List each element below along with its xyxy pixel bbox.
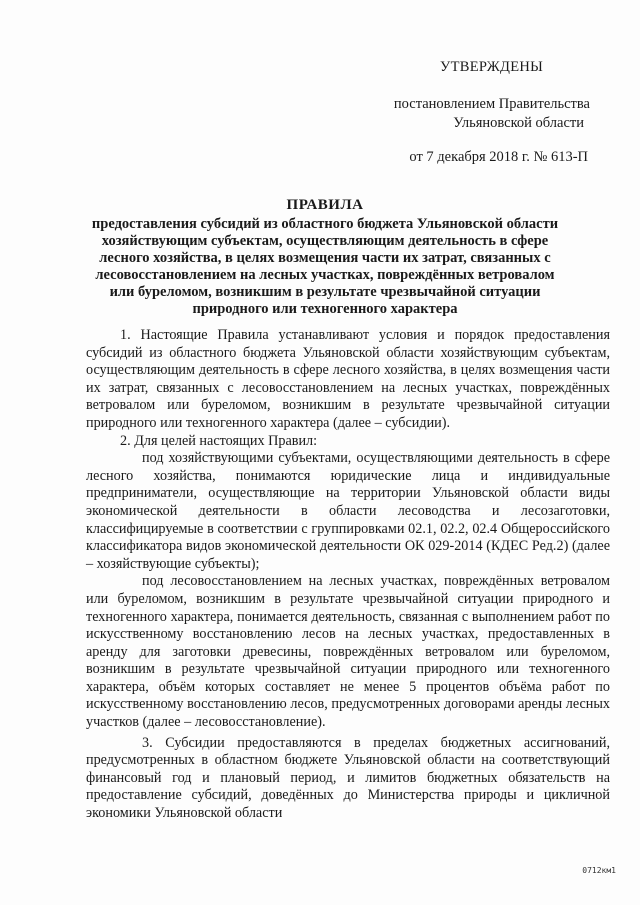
title-subtitle: предоставления субсидий из областного бюджета Ульяновской области хозяйствующим субъектам, осуществляющим деятельность в сфере лесного хозяйства, в целях возмещения части их затрат, связанных с лесовосстановлением на лесных участках, повреждённых ветровалом или буреломом, возникшим в результате чрезвычайной ситуации природного или техногенного характера bbox=[91, 216, 559, 317]
approved-region-line: Ульяновской области bbox=[453, 115, 584, 131]
document-body bbox=[86, 327, 610, 823]
paragraph-2a: под хозяйствующими субъектами, осуществляющими деятельность в сфере лесного хозяйства, понимаются юридические лица и индивидуальные предприниматели, осуществляющие на территории Ульяновской области виды экономической деятельности в области лесоводства и лесозаготовки, классифицируемые в соответствии с группировками 02.1, 02.2, 02.4 Общероссийского классификатора видов экономической деятельности ОК 029-2014 (КДЕС Ред.2) (далее – хозяйствующие субъекты); bbox=[86, 450, 610, 572]
paragraph-2: 2. Для целей настоящих Правил: bbox=[120, 432, 318, 449]
paragraph-2b: под лесовосстановлением на лесных участках, повреждённых ветровалом или буреломом, возникшим в результате чрезвычайной ситуации природного и техногенного характера, понимается деятельность, связанная с выполнением работ по искусственному восстановлению лесов на лесных участках, предоставленных в аренду для заготовки древесины, повреждённых ветровалом или буреломом, возникшим в результате чрезвычайной ситуации природного или техногенного характера, объём которых составляет не менее 5 процентов объёма работ по искусственному восстановлению лесов, предусмотренных договорами аренды лесных участков (далее – лесовосстановление). bbox=[86, 573, 610, 731]
approval-date-line: от 7 декабря 2018 г. № 613-П bbox=[409, 149, 588, 165]
paragraph-1: 1. Настоящие Правила устанавливают условия и порядок предоставления субсидий из областного бюджета Ульяновской области хозяйствующим субъектам, осуществляющим деятельность в сфере лесного хозяйства, в целях возмещения части их затрат, связанных с лесовосстановлением на лесных участках, повреждённых ветровалом или буреломом, возникшим в результате чрезвычайной ситуации природного или техногенного характера (далее – субсидии). bbox=[86, 327, 610, 431]
document-title bbox=[90, 197, 560, 318]
title-main: ПРАВИЛА bbox=[286, 197, 364, 213]
footer-code: 0712км1 bbox=[582, 866, 616, 875]
paragraph-3: 3. Субсидии предоставляются в пределах бюджетных ассигнований, предусмотренных в областном бюджете Ульяновской области на соответствующий финансовый год и плановый период, и лимитов бюджетных обязательств на предоставление субсидий, доведённых до Министерства природы и цикличной экономики Ульяновской области bbox=[86, 734, 610, 822]
approved-by-line: постановлением Правительства bbox=[393, 96, 590, 112]
approved-heading: УТВЕРЖДЕНЫ bbox=[440, 59, 544, 75]
approval-block bbox=[380, 58, 610, 167]
